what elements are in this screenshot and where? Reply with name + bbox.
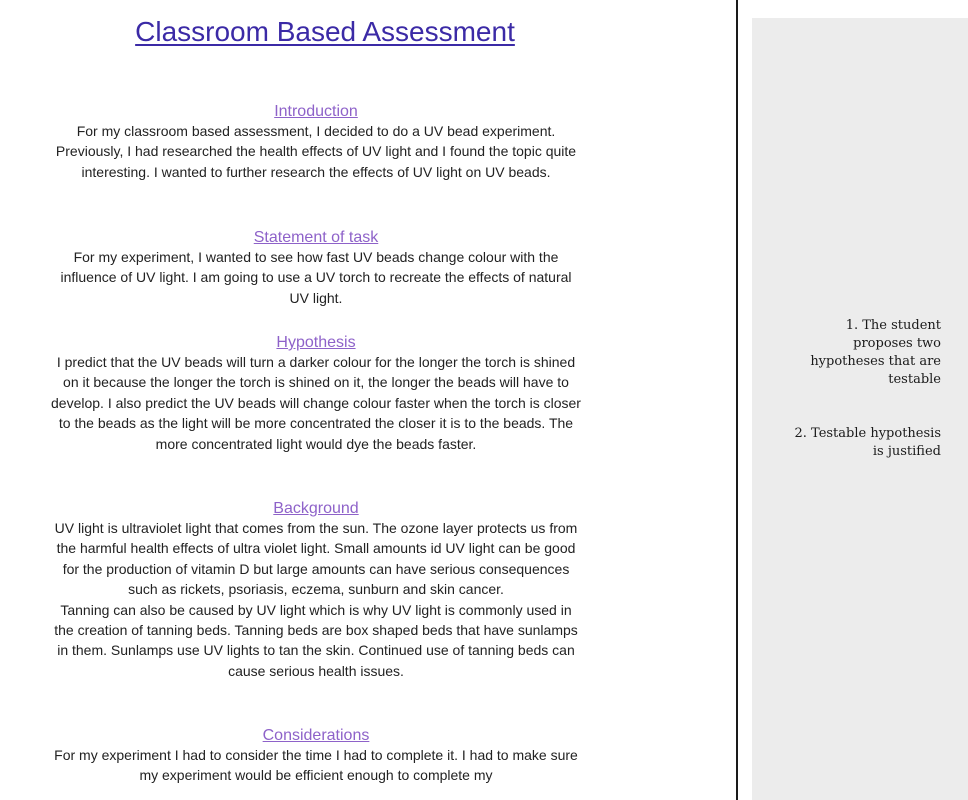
document-title: Classroom Based Assessment bbox=[135, 16, 515, 47]
section-introduction bbox=[50, 102, 582, 182]
section-body-introduction: For my classroom based assessment, I decided to do a UV bead experiment. Previously, I had researched the health effects of UV light and I found the topic quite interesting. I wanted to further research the effects of UV light on UV beads. bbox=[55, 123, 577, 180]
section-body-background-1: UV light is ultraviolet light that comes from the sun. The ozone layer protects us from the harmful health effects of ultra violet light. Small amounts id UV light can be good for the production of vitamin D but large amounts can have serious consequences such as rickets, psoriasis, eczema, sunburn and skin cancer. bbox=[54, 520, 578, 598]
section-heading-hypothesis: Hypothesis bbox=[276, 334, 356, 351]
section-considerations bbox=[50, 726, 582, 786]
page-divider bbox=[736, 0, 738, 800]
section-heading-considerations: Considerations bbox=[262, 727, 370, 744]
margin-comment-1: 1. The student proposes two hypotheses that are testable bbox=[810, 318, 941, 387]
section-heading-introduction: Introduction bbox=[274, 103, 358, 120]
section-body-considerations: For my experiment I had to consider the time I had to complete it. I had to make sure my experiment would be efficient enough to complete my bbox=[54, 747, 578, 784]
section-statement-of-task bbox=[50, 228, 582, 308]
section-background bbox=[50, 499, 582, 681]
section-body-hypothesis: I predict that the UV beads will turn a darker colour for the longer the torch is shined on it because the longer the torch is shined on it, the longer the beads will have to develop. I also predict the UV beads will change colour faster when the torch is closer to the beads as the light will be more concentrated the closer it is to the beads. The more concentrated light would dye the beads faster. bbox=[51, 354, 581, 452]
section-body-statement-of-task: For my experiment, I wanted to see how fast UV beads change colour with the influence of UV light. I am going to use a UV torch to recreate the effects of natural UV light. bbox=[60, 249, 572, 306]
section-hypothesis bbox=[50, 333, 582, 454]
comment-margin-panel bbox=[752, 18, 968, 800]
section-body-background-2: Tanning can also be caused by UV light which is why UV light is commonly used in the creation of tanning beds. Tanning beds are box shaped beds that have sunlamps in them. Sunlamps use UV lights to tan the skin. Continued use of tanning beds can cause serious health issues. bbox=[54, 601, 578, 679]
margin-comment-2: 2. Testable hypothesis is justified bbox=[794, 426, 941, 459]
section-heading-background: Background bbox=[273, 500, 359, 517]
section-heading-statement-of-task: Statement of task bbox=[253, 229, 379, 246]
